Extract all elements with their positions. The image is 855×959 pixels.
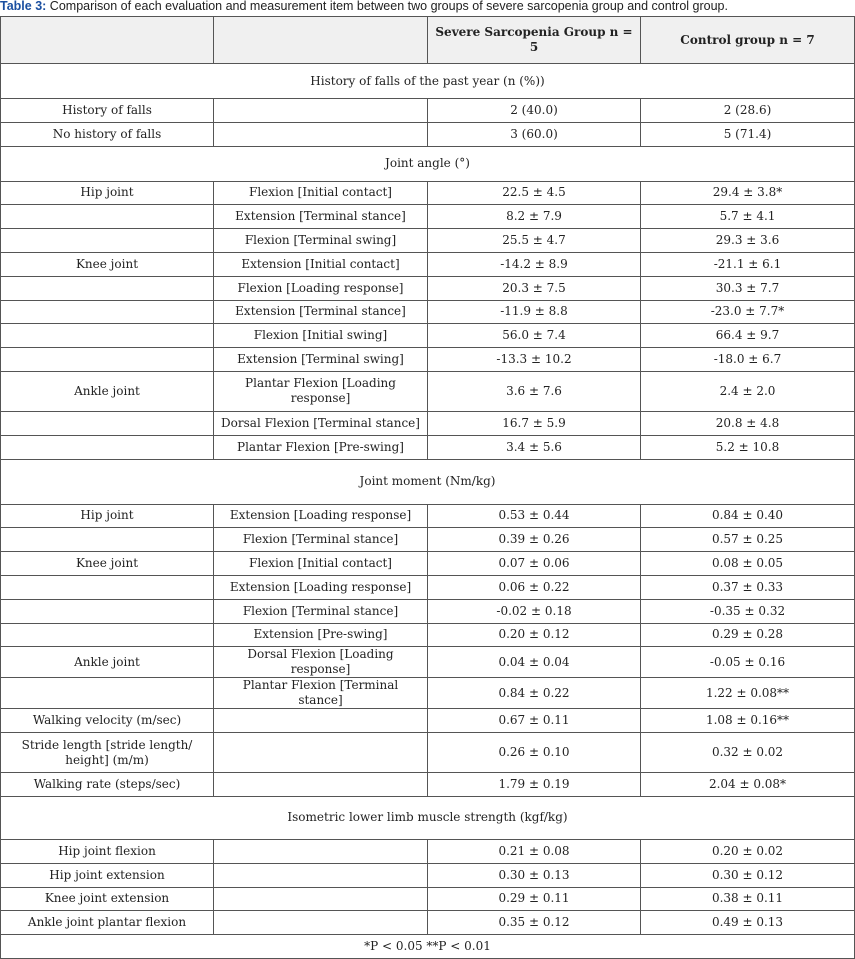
row-item: Ankle joint [1, 647, 214, 678]
row-sub [214, 839, 428, 863]
table-row [1, 181, 855, 205]
table-row [1, 709, 855, 733]
row-g1: 0.30 ± 0.13 [428, 863, 641, 887]
row-sub: Extension [Terminal stance] [214, 300, 428, 324]
row-item [1, 678, 214, 709]
row-g1: 0.04 ± 0.04 [428, 647, 641, 678]
row-item [1, 229, 214, 253]
row-g1: 0.20 ± 0.12 [428, 623, 641, 647]
row-g2: 66.4 ± 9.7 [641, 324, 855, 348]
row-g2: 2.04 ± 0.08* [641, 773, 855, 797]
row-sub: Flexion [Initial contact] [214, 552, 428, 576]
row-item [1, 324, 214, 348]
row-g1: 0.29 ± 0.11 [428, 887, 641, 911]
row-g2: 1.22 ± 0.08** [641, 678, 855, 709]
table-row [1, 205, 855, 229]
row-sub: Extension [Terminal stance] [214, 205, 428, 229]
row-sub: Flexion [Terminal stance] [214, 528, 428, 552]
row-g1: 3.4 ± 5.6 [428, 435, 641, 459]
comparison-table [0, 16, 855, 959]
row-sub: Plantar Flexion [Terminal stance] [214, 678, 428, 709]
row-g1: 16.7 ± 5.9 [428, 411, 641, 435]
table-row [1, 863, 855, 887]
table-row [1, 411, 855, 435]
row-g2: 0.20 ± 0.02 [641, 839, 855, 863]
row-g1: 0.07 ± 0.06 [428, 552, 641, 576]
row-g2: 30.3 ± 7.7 [641, 276, 855, 300]
row-g2: -0.35 ± 0.32 [641, 599, 855, 623]
row-item [1, 435, 214, 459]
row-item: Knee joint [1, 252, 214, 276]
table-row [1, 300, 855, 324]
row-g2: 1.08 ± 0.16** [641, 709, 855, 733]
table-row [1, 252, 855, 276]
row-sub: Extension [Pre-swing] [214, 623, 428, 647]
row-sub: Flexion [Terminal stance] [214, 599, 428, 623]
row-g2: -21.1 ± 6.1 [641, 252, 855, 276]
row-sub: Extension [Loading response] [214, 575, 428, 599]
row-g2: -23.0 ± 7.7* [641, 300, 855, 324]
row-item: Hip joint flexion [1, 839, 214, 863]
table-row [1, 552, 855, 576]
row-item: Hip joint [1, 181, 214, 205]
row-g1: 0.26 ± 0.10 [428, 733, 641, 773]
table-row [1, 773, 855, 797]
row-g1: 2 (40.0) [428, 99, 641, 123]
row-item [1, 599, 214, 623]
row-g2: 0.38 ± 0.11 [641, 887, 855, 911]
header-group2: Control group n = 7 [641, 17, 855, 64]
row-g1: 8.2 ± 7.9 [428, 205, 641, 229]
row-item: Ankle joint [1, 371, 214, 411]
footnote: *P < 0.05 **P < 0.01 [1, 935, 855, 959]
row-sub: Extension [Initial contact] [214, 252, 428, 276]
row-item: Walking rate (steps/sec) [1, 773, 214, 797]
row-item: Walking velocity (m/sec) [1, 709, 214, 733]
row-sub [214, 99, 428, 123]
row-g2: 29.3 ± 3.6 [641, 229, 855, 253]
row-item: Hip joint [1, 504, 214, 528]
table-row [1, 348, 855, 372]
row-g2: 20.8 ± 4.8 [641, 411, 855, 435]
section-title: History of falls of the past year (n (%)) [1, 64, 855, 99]
section-row [1, 459, 855, 504]
table-row [1, 229, 855, 253]
table-row [1, 887, 855, 911]
row-g2: 0.29 ± 0.28 [641, 623, 855, 647]
row-item [1, 623, 214, 647]
row-g1: -0.02 ± 0.18 [428, 599, 641, 623]
table-row [1, 599, 855, 623]
row-item [1, 276, 214, 300]
table-row [1, 678, 855, 709]
row-g1: 0.84 ± 0.22 [428, 678, 641, 709]
row-item: Knee joint [1, 552, 214, 576]
row-sub [214, 122, 428, 146]
table-row [1, 99, 855, 123]
row-g1: 0.39 ± 0.26 [428, 528, 641, 552]
row-sub: Plantar Flexion [Loading response] [214, 371, 428, 411]
row-g2: 29.4 ± 3.8* [641, 181, 855, 205]
row-g2: 0.30 ± 0.12 [641, 863, 855, 887]
row-item: History of falls [1, 99, 214, 123]
row-g1: 0.06 ± 0.22 [428, 575, 641, 599]
row-g2: 5 (71.4) [641, 122, 855, 146]
row-g1: 0.35 ± 0.12 [428, 911, 641, 935]
row-item [1, 528, 214, 552]
row-g1: 22.5 ± 4.5 [428, 181, 641, 205]
row-g2: -0.05 ± 0.16 [641, 647, 855, 678]
row-g2: 5.7 ± 4.1 [641, 205, 855, 229]
row-item: Ankle joint plantar flexion [1, 911, 214, 935]
row-sub [214, 773, 428, 797]
row-g1: 0.67 ± 0.11 [428, 709, 641, 733]
header-item [1, 17, 214, 64]
table-row [1, 371, 855, 411]
row-g1: -13.3 ± 10.2 [428, 348, 641, 372]
row-sub: Flexion [Loading response] [214, 276, 428, 300]
header-sub [214, 17, 428, 64]
row-item [1, 300, 214, 324]
table-caption [0, 0, 855, 14]
row-g1: 0.21 ± 0.08 [428, 839, 641, 863]
row-g2: -18.0 ± 6.7 [641, 348, 855, 372]
row-sub: Dorsal Flexion [Loading response] [214, 647, 428, 678]
row-sub: Extension [Loading response] [214, 504, 428, 528]
row-item: Knee joint extension [1, 887, 214, 911]
section-title: Joint angle (°) [1, 146, 855, 181]
table-row [1, 504, 855, 528]
row-g1: 3.6 ± 7.6 [428, 371, 641, 411]
row-g1: 3 (60.0) [428, 122, 641, 146]
table-row [1, 733, 855, 773]
row-g2: 0.08 ± 0.05 [641, 552, 855, 576]
row-g2: 0.84 ± 0.40 [641, 504, 855, 528]
header-row [1, 17, 855, 64]
row-g1: 0.53 ± 0.44 [428, 504, 641, 528]
table-row [1, 528, 855, 552]
caption-text: Comparison of each evaluation and measurement item between two groups of severe sarcopenia group and control group. [49, 0, 728, 13]
row-sub: Flexion [Initial swing] [214, 324, 428, 348]
row-sub: Flexion [Initial contact] [214, 181, 428, 205]
row-g1: 20.3 ± 7.5 [428, 276, 641, 300]
row-sub [214, 911, 428, 935]
row-g2: 0.49 ± 0.13 [641, 911, 855, 935]
table-row [1, 623, 855, 647]
row-sub [214, 887, 428, 911]
caption-label: Table 3: [0, 0, 47, 13]
row-item: Stride length [stride length/ height] (m/m) [1, 733, 214, 773]
table-row [1, 276, 855, 300]
row-sub: Flexion [Terminal swing] [214, 229, 428, 253]
section-title: Isometric lower limb muscle strength (kgf/kg) [1, 796, 855, 839]
table-row [1, 122, 855, 146]
row-g1: 25.5 ± 4.7 [428, 229, 641, 253]
row-g2: 2 (28.6) [641, 99, 855, 123]
section-row [1, 796, 855, 839]
row-g2: 2.4 ± 2.0 [641, 371, 855, 411]
table-row [1, 435, 855, 459]
row-g2: 5.2 ± 10.8 [641, 435, 855, 459]
row-sub [214, 733, 428, 773]
row-g1: 56.0 ± 7.4 [428, 324, 641, 348]
row-sub: Extension [Terminal swing] [214, 348, 428, 372]
row-item [1, 411, 214, 435]
table-row [1, 911, 855, 935]
row-sub: Dorsal Flexion [Terminal stance] [214, 411, 428, 435]
footnote-row [1, 935, 855, 959]
table-row [1, 324, 855, 348]
row-item [1, 348, 214, 372]
header-group1: Severe Sarcopenia Group n = 5 [428, 17, 641, 64]
table-row [1, 575, 855, 599]
row-item [1, 575, 214, 599]
row-item [1, 205, 214, 229]
table-row [1, 839, 855, 863]
row-sub: Plantar Flexion [Pre-swing] [214, 435, 428, 459]
row-g2: 0.37 ± 0.33 [641, 575, 855, 599]
row-sub [214, 863, 428, 887]
row-item: Hip joint extension [1, 863, 214, 887]
row-sub [214, 709, 428, 733]
row-g1: -11.9 ± 8.8 [428, 300, 641, 324]
section-row [1, 146, 855, 181]
row-g2: 0.32 ± 0.02 [641, 733, 855, 773]
row-item: No history of falls [1, 122, 214, 146]
section-title: Joint moment (Nm/kg) [1, 459, 855, 504]
row-g1: -14.2 ± 8.9 [428, 252, 641, 276]
row-g2: 0.57 ± 0.25 [641, 528, 855, 552]
section-row [1, 64, 855, 99]
table-row [1, 647, 855, 678]
row-g1: 1.79 ± 0.19 [428, 773, 641, 797]
